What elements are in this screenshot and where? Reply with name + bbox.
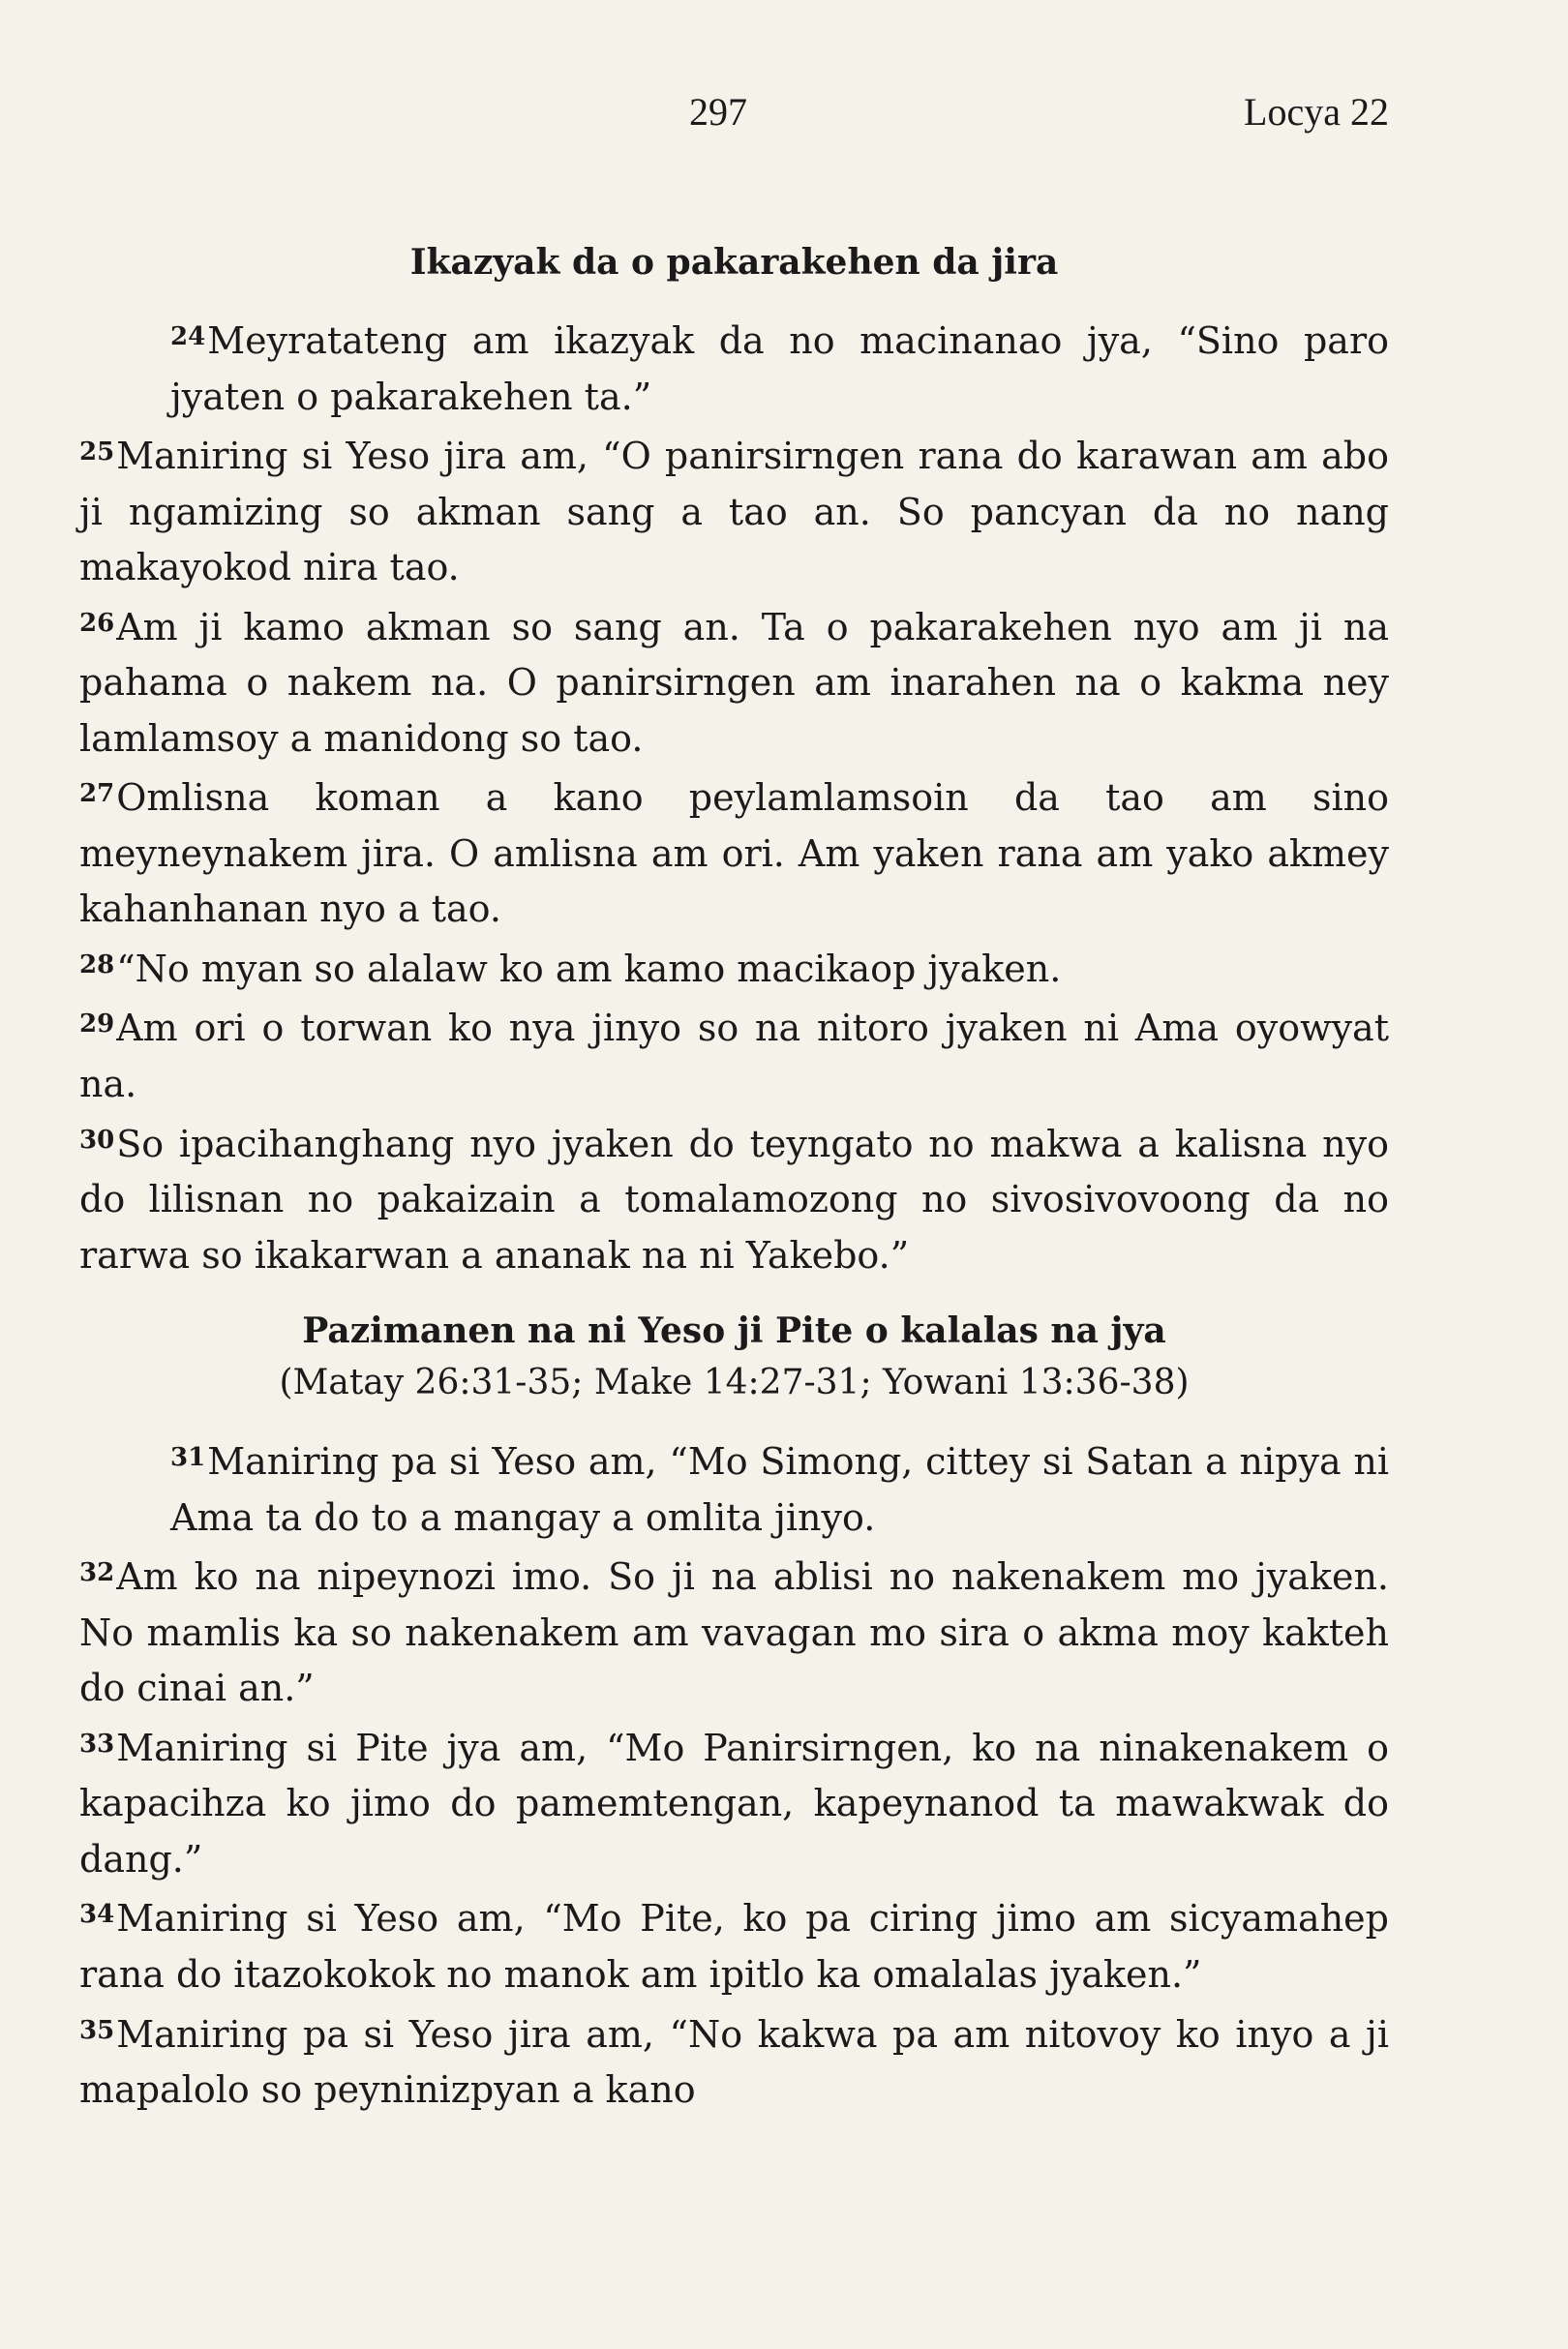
running-header (79, 89, 1389, 147)
page-number: 297 (689, 90, 747, 134)
verse-text: Maniring si Yeso jira am, “O panirsirngen rana do karawan am abo ji ngamizing so akman sang a tao an. So pancyan da no nang makayokod nira tao. (79, 435, 1389, 589)
verse-number: 24 (170, 322, 206, 351)
verse-34 (79, 1887, 1389, 2003)
chapter-reference: Locya 22 (1244, 90, 1389, 134)
verse-number: 28 (79, 949, 115, 979)
verse-30 (79, 1113, 1389, 1284)
verse-number: 29 (79, 1009, 115, 1039)
verse-35 (79, 2003, 1389, 2119)
section-heading: Ikazyak da o pakarakehen da jira (409, 242, 1059, 283)
verse-number: 35 (79, 2015, 115, 2045)
verse-number: 25 (79, 437, 115, 467)
verse-31 (79, 1430, 1389, 1546)
verse-text: “No myan so alalaw ko am kamo macikaop jyaken. (116, 947, 1062, 990)
verse-text: Maniring pa si Yeso am, “Mo Simong, cittey si Satan a nipya ni Ama ta do to a mangay a omlita jinyo. (170, 1440, 1389, 1539)
verse-text: Meyratateng am ikazyak da no macinanao jya, “Sino paro jyaten o pakarakehen ta.” (170, 319, 1389, 418)
verse-33 (79, 1717, 1389, 1888)
verse-text: So ipacihanghang nyo jyaken do teyngato no makwa a kalisna nyo do lilisnan no pakaizain a tomalamozong no sivosivovoong da no rarwa so ikakarwan a ananak na ni Yakebo.” (79, 1122, 1389, 1277)
verse-26 (79, 596, 1389, 768)
verse-text: Maniring pa si Yeso jira am, “No kakwa pa am nitovoy ko inyo a ji mapalolo so peyninizpyan a kano (79, 2012, 1389, 2112)
verse-text: Am ji kamo akman so sang an. Ta o pakarakehen nyo am ji na pahama o nakem na. O panirsirngen am inarahen na o kakma ney lamlamsoy a manidong so tao. (79, 605, 1389, 760)
verse-text: Am ko na nipeynozi imo. So ji na ablisi no nakenakem mo jyaken. No mamlis ka so nakenakem am vavagan mo sira o akma moy kakteh do cinai an.” (79, 1555, 1389, 1710)
verse-text: Maniring si Yeso am, “Mo Pite, ko pa ciring jimo am sicyamahep rana do itazokokok no manok am ipitlo ka omalalas jyaken.” (79, 1897, 1389, 1997)
verse-number: 34 (79, 1900, 115, 1930)
verse-number: 32 (79, 1558, 115, 1588)
verse-24 (79, 310, 1389, 425)
verse-32 (79, 1546, 1389, 1717)
verse-25 (79, 425, 1389, 596)
cross-reference: (Matay 26:31-35; Make 14:27-31; Yowani 13:36-38) (279, 1363, 1190, 1403)
verse-29 (79, 997, 1389, 1112)
verse-number: 30 (79, 1125, 115, 1155)
verse-number: 33 (79, 1729, 115, 1759)
verse-number: 26 (79, 608, 115, 638)
verse-27 (79, 767, 1389, 938)
verse-text: Maniring si Pite jya am, “Mo Panirsirngen, ko na ninakenakem o kapacihza ko jimo do pamemtengan, kapeynanod ta mawakwak do dang.” (79, 1726, 1389, 1881)
section-heading: Pazimanen na ni Yeso ji Pite o kalalas na jya (302, 1310, 1166, 1352)
verse-text: Am ori o torwan ko nya jinyo so na nitoro jyaken ni Ama oyowyat na. (79, 1007, 1389, 1106)
verse-28 (79, 938, 1389, 998)
verse-number: 27 (79, 779, 115, 809)
verse-text: Omlisna koman a kano peylamlamsoin da tao am sino meyneynakem jira. O amlisna am ori. Am yaken rana am yako akmey kahanhanan nyo a tao. (79, 776, 1389, 931)
verse-number: 31 (170, 1443, 206, 1473)
